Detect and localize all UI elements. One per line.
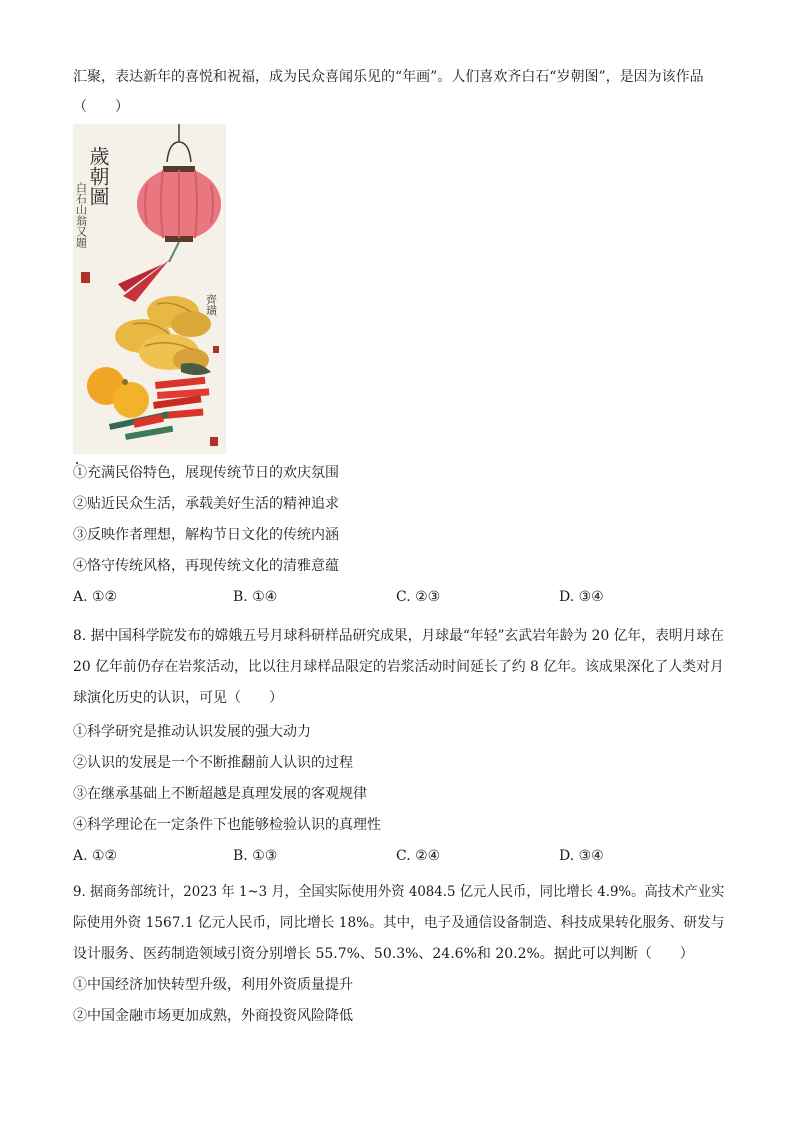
- firecracker-icon: [153, 377, 209, 419]
- q8-statement-2: ②认识的发展是一个不断推翻前人认识的过程: [73, 755, 353, 771]
- q7-stem-line-2: （ ）: [73, 99, 129, 115]
- lantern-handle-icon: [167, 142, 191, 162]
- q9-stem-line-1: 9. 据商务部统计，2023 年 1~3 月，全国实际使用外资 4084.5 亿元人民币，同比增长 4.9%。高技术产业实: [73, 884, 725, 900]
- painting-inscription: 白石山翁又題: [74, 182, 88, 248]
- suichao-painting: [73, 124, 226, 454]
- q7-option-a[interactable]: A. ①②: [73, 589, 118, 605]
- q7-option-d[interactable]: D. ③④: [559, 589, 604, 605]
- q7-statement-1: ①充满民俗特色，展现传统节日的欢庆氛围: [73, 465, 339, 481]
- painting-signature: 齊璜: [204, 294, 218, 316]
- seal-left-icon: [81, 272, 90, 283]
- q8-statement-3: ③在继承基础上不断超越是真理发展的客观规律: [73, 786, 367, 802]
- q7-statement-4: ④恪守传统风格，再现传统文化的清雅意蕴: [73, 558, 339, 574]
- q8-stem-line-1: 8. 据中国科学院发布的嫦娥五号月球科研样品研究成果，月球最“年轻”玄武岩年龄为 20 亿年，表明月球在: [73, 628, 724, 644]
- q8-options: [73, 847, 723, 865]
- q9-statement-2: ②中国金融市场更加成熟，外商投资风险降低: [73, 1008, 353, 1024]
- q8-option-c[interactable]: C. ②④: [396, 848, 441, 864]
- painting-title-char-1: 歲朝圖: [86, 146, 110, 206]
- q9-statement-1: ①中国经济加快转型升级，利用外资质量提升: [73, 977, 353, 993]
- q9-stem-line-3: 设计服务、医药制造领域引资分别增长 55.7%、50.3%、24.6%和 20.2%。据此可以判断（ ）: [73, 946, 694, 962]
- q7-option-c[interactable]: C. ②③: [396, 589, 441, 605]
- q8-stem-line-3: 球演化历史的认识，可见（ ）: [73, 690, 283, 706]
- q8-statement-1: ①科学研究是推动认识发展的强大动力: [73, 724, 311, 740]
- q7-options: [73, 588, 723, 606]
- q7-stem-line-1: 汇聚，表达新年的喜悦和祝福，成为民众喜闻乐见的“年画”。人们喜欢齐白石“岁朝图”，是因为该作品: [73, 69, 704, 85]
- q8-option-d[interactable]: D. ③④: [559, 848, 604, 864]
- q8-option-b[interactable]: B. ①③: [233, 848, 278, 864]
- seal-bottom-icon: [210, 437, 218, 446]
- q7-statement-2: ②贴近民众生活，承载美好生活的精神追求: [73, 496, 339, 512]
- seal-right-icon: [213, 346, 219, 353]
- q7-statement-3: ③反映作者理想，解构节日文化的传统内涵: [73, 527, 339, 543]
- q8-statement-4: ④科学理论在一定条件下也能够检验认识的真理性: [73, 817, 381, 833]
- q7-option-b[interactable]: B. ①④: [233, 589, 278, 605]
- q8-stem-line-2: 20 亿年前仍存在岩浆活动，比以往月球样品限定的岩浆活动时间延长了约 8 亿年。该成果深化了人类对月: [73, 659, 724, 675]
- q9-stem-line-2: 际使用外资 1567.1 亿元人民币，同比增长 18%。其中，电子及通信设备制造、科技成果转化服务、研发与: [73, 915, 725, 931]
- q8-option-a[interactable]: A. ①②: [73, 848, 118, 864]
